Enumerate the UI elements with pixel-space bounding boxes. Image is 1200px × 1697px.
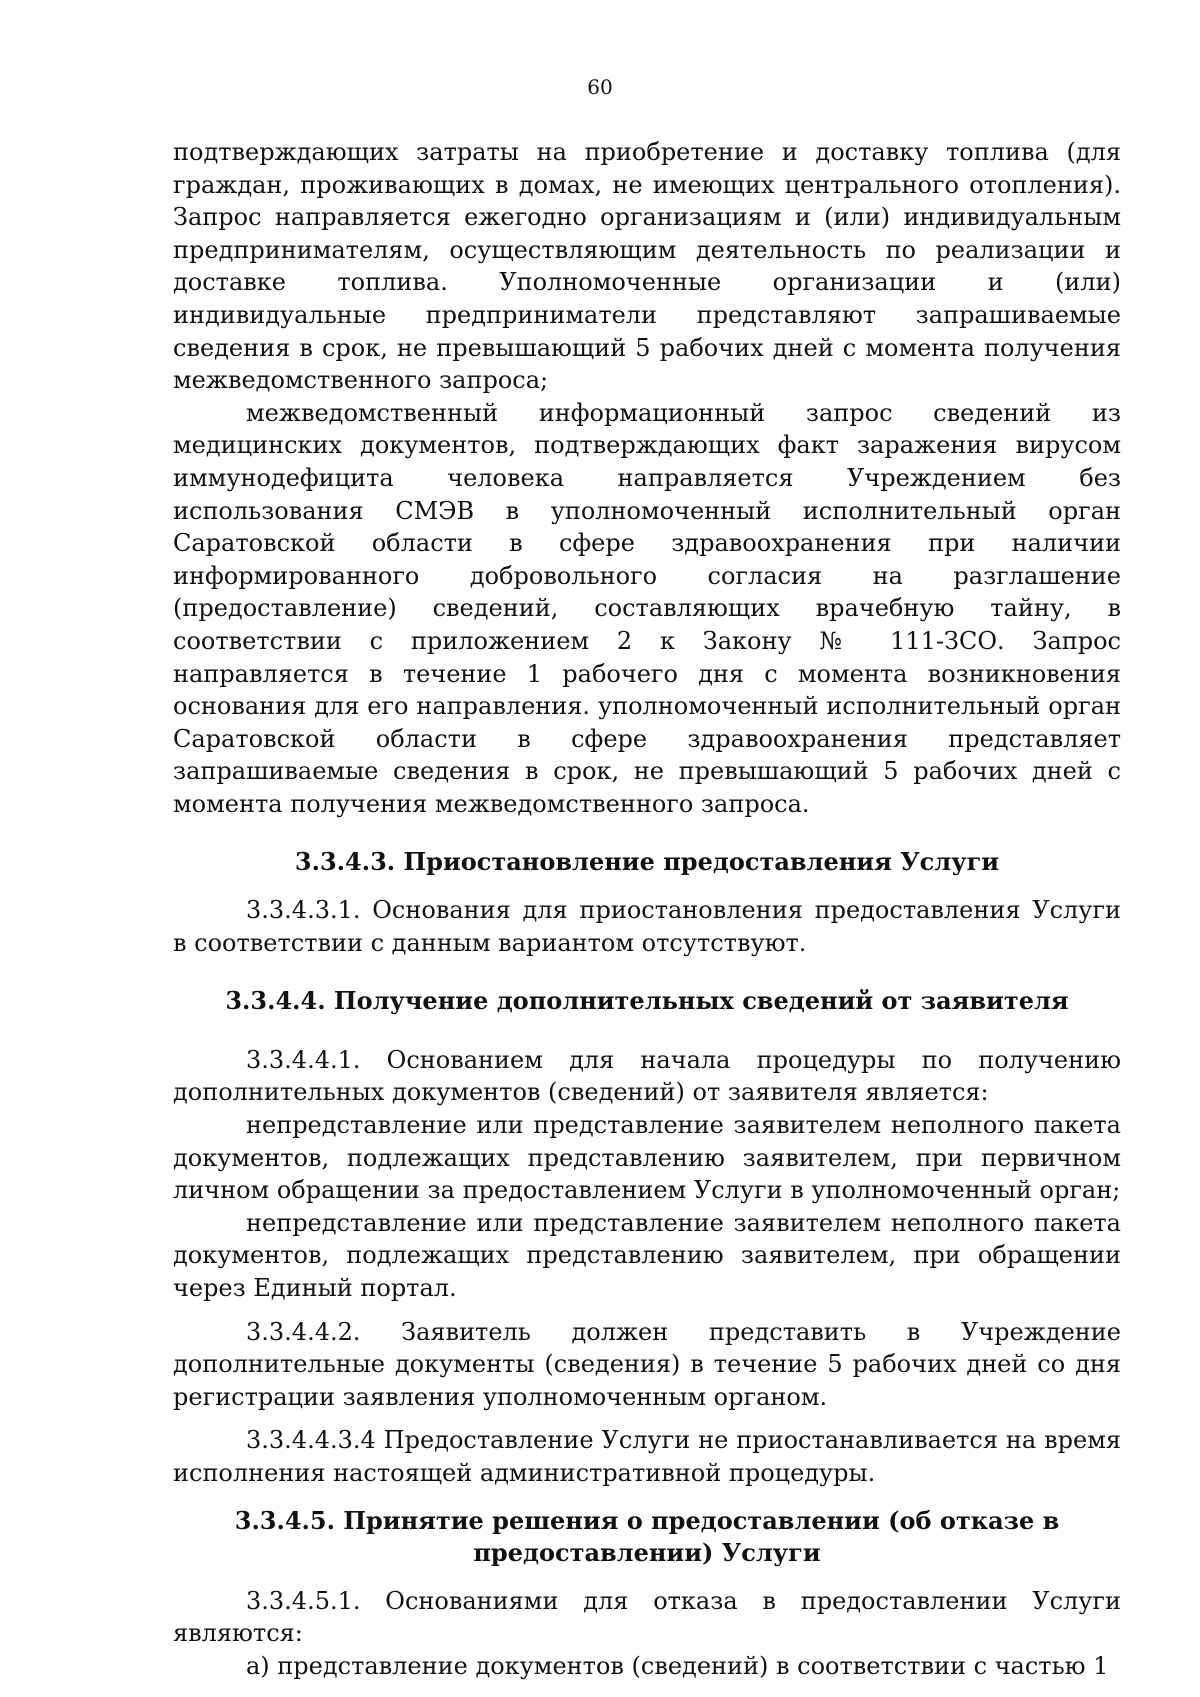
paragraph-suspension-grounds: 3.3.4.3.1. Основания для приостановления предоставления Услуги в соответствии с данным вариантом отсутствуют.: [173, 896, 1121, 957]
section-heading-additional-info: 3.3.4.4. Получение дополнительных сведений от заявителя: [225, 986, 1069, 1016]
section-heading-decision: [173, 1505, 1121, 1570]
paragraph-medical-request: межведомственный информационный запрос сведений из медицинских документов, подтверждающих факт заражения вирусом иммунодефицита человека направляется Учреждением без использования СМЭВ в уполномоченный исполнительный орган Саратовской области в сфере здравоохранения при наличии информированного добровольного согласия на разглашение (предоставление) сведений, составляющих врачебную тайну, в соответствии с приложением 2 к Закону № 111-ЗСО. Запрос направляется в течение 1 рабочего дня с момента возникновения основания для его направления. уполномоченный исполнительный орган Саратовской области в сфере здравоохранения представляет запрашиваемые сведения в срок, не превышающий 5 рабочих дней с момента получения межведомственного запроса.: [173, 398, 1121, 818]
paragraph-fuel-costs-request: подтверждающих затраты на приобретение и доставку топлива (для граждан, проживающих в домах, не имеющих центрального отопления). Запрос направляется ежегодно организациям и (или) индивидуальным предпринимателям, осуществляющим деятельность по реализации и доставке топлива. Уполномоченные организации и (или) индивидуальные предприниматели представляют запрашиваемые сведения в срок, не превышающий 5 рабочих дней с момента получения межведомственного запроса;: [173, 138, 1121, 395]
section-heading-decision-line-1: 3.3.4.5. Принятие решения о предоставлении (об отказе в: [234, 1505, 1060, 1535]
paragraph-additional-grounds: 3.3.4.4.1. Основанием для начала процедуры по получению дополнительных документов (сведений) от заявителя является:: [173, 1045, 1121, 1107]
paragraph-incomplete-personal: непредставление или представление заявителем неполного пакета документов, подлежащих представлению заявителем, при первичном личном обращении за предоставлением Услуги в уполномоченный орган;: [173, 1111, 1121, 1205]
section-heading-suspension: 3.3.4.3. Приостановление предоставления Услуги: [294, 847, 1000, 877]
paragraph-incomplete-portal: непредставление или представление заявителем неполного пакета документов, подлежащих представлению заявителем, при обращении через Единый портал.: [173, 1208, 1121, 1302]
page-number: 60: [587, 75, 613, 99]
page-body: [173, 136, 1121, 1683]
paragraph-refusal-item-a: а) представление документов (сведений) в соответствии с частью 1: [246, 1651, 1109, 1680]
paragraph-refusal-grounds: 3.3.4.5.1. Основаниями для отказа в предоставлении Услуги являются:: [173, 1586, 1121, 1648]
paragraph-submission-deadline: 3.3.4.4.2. Заявитель должен представить в Учреждение дополнительные документы (сведения) в течение 5 рабочих дней со дня регистрации заявления уполномоченным органом.: [173, 1317, 1121, 1411]
section-heading-decision-line-2: предоставлении) Услуги: [473, 1538, 821, 1568]
paragraph-not-suspended: 3.3.4.4.3.4 Предоставление Услуги не приостанавливается на время исполнения настоящей административной процедуры.: [173, 1426, 1121, 1487]
